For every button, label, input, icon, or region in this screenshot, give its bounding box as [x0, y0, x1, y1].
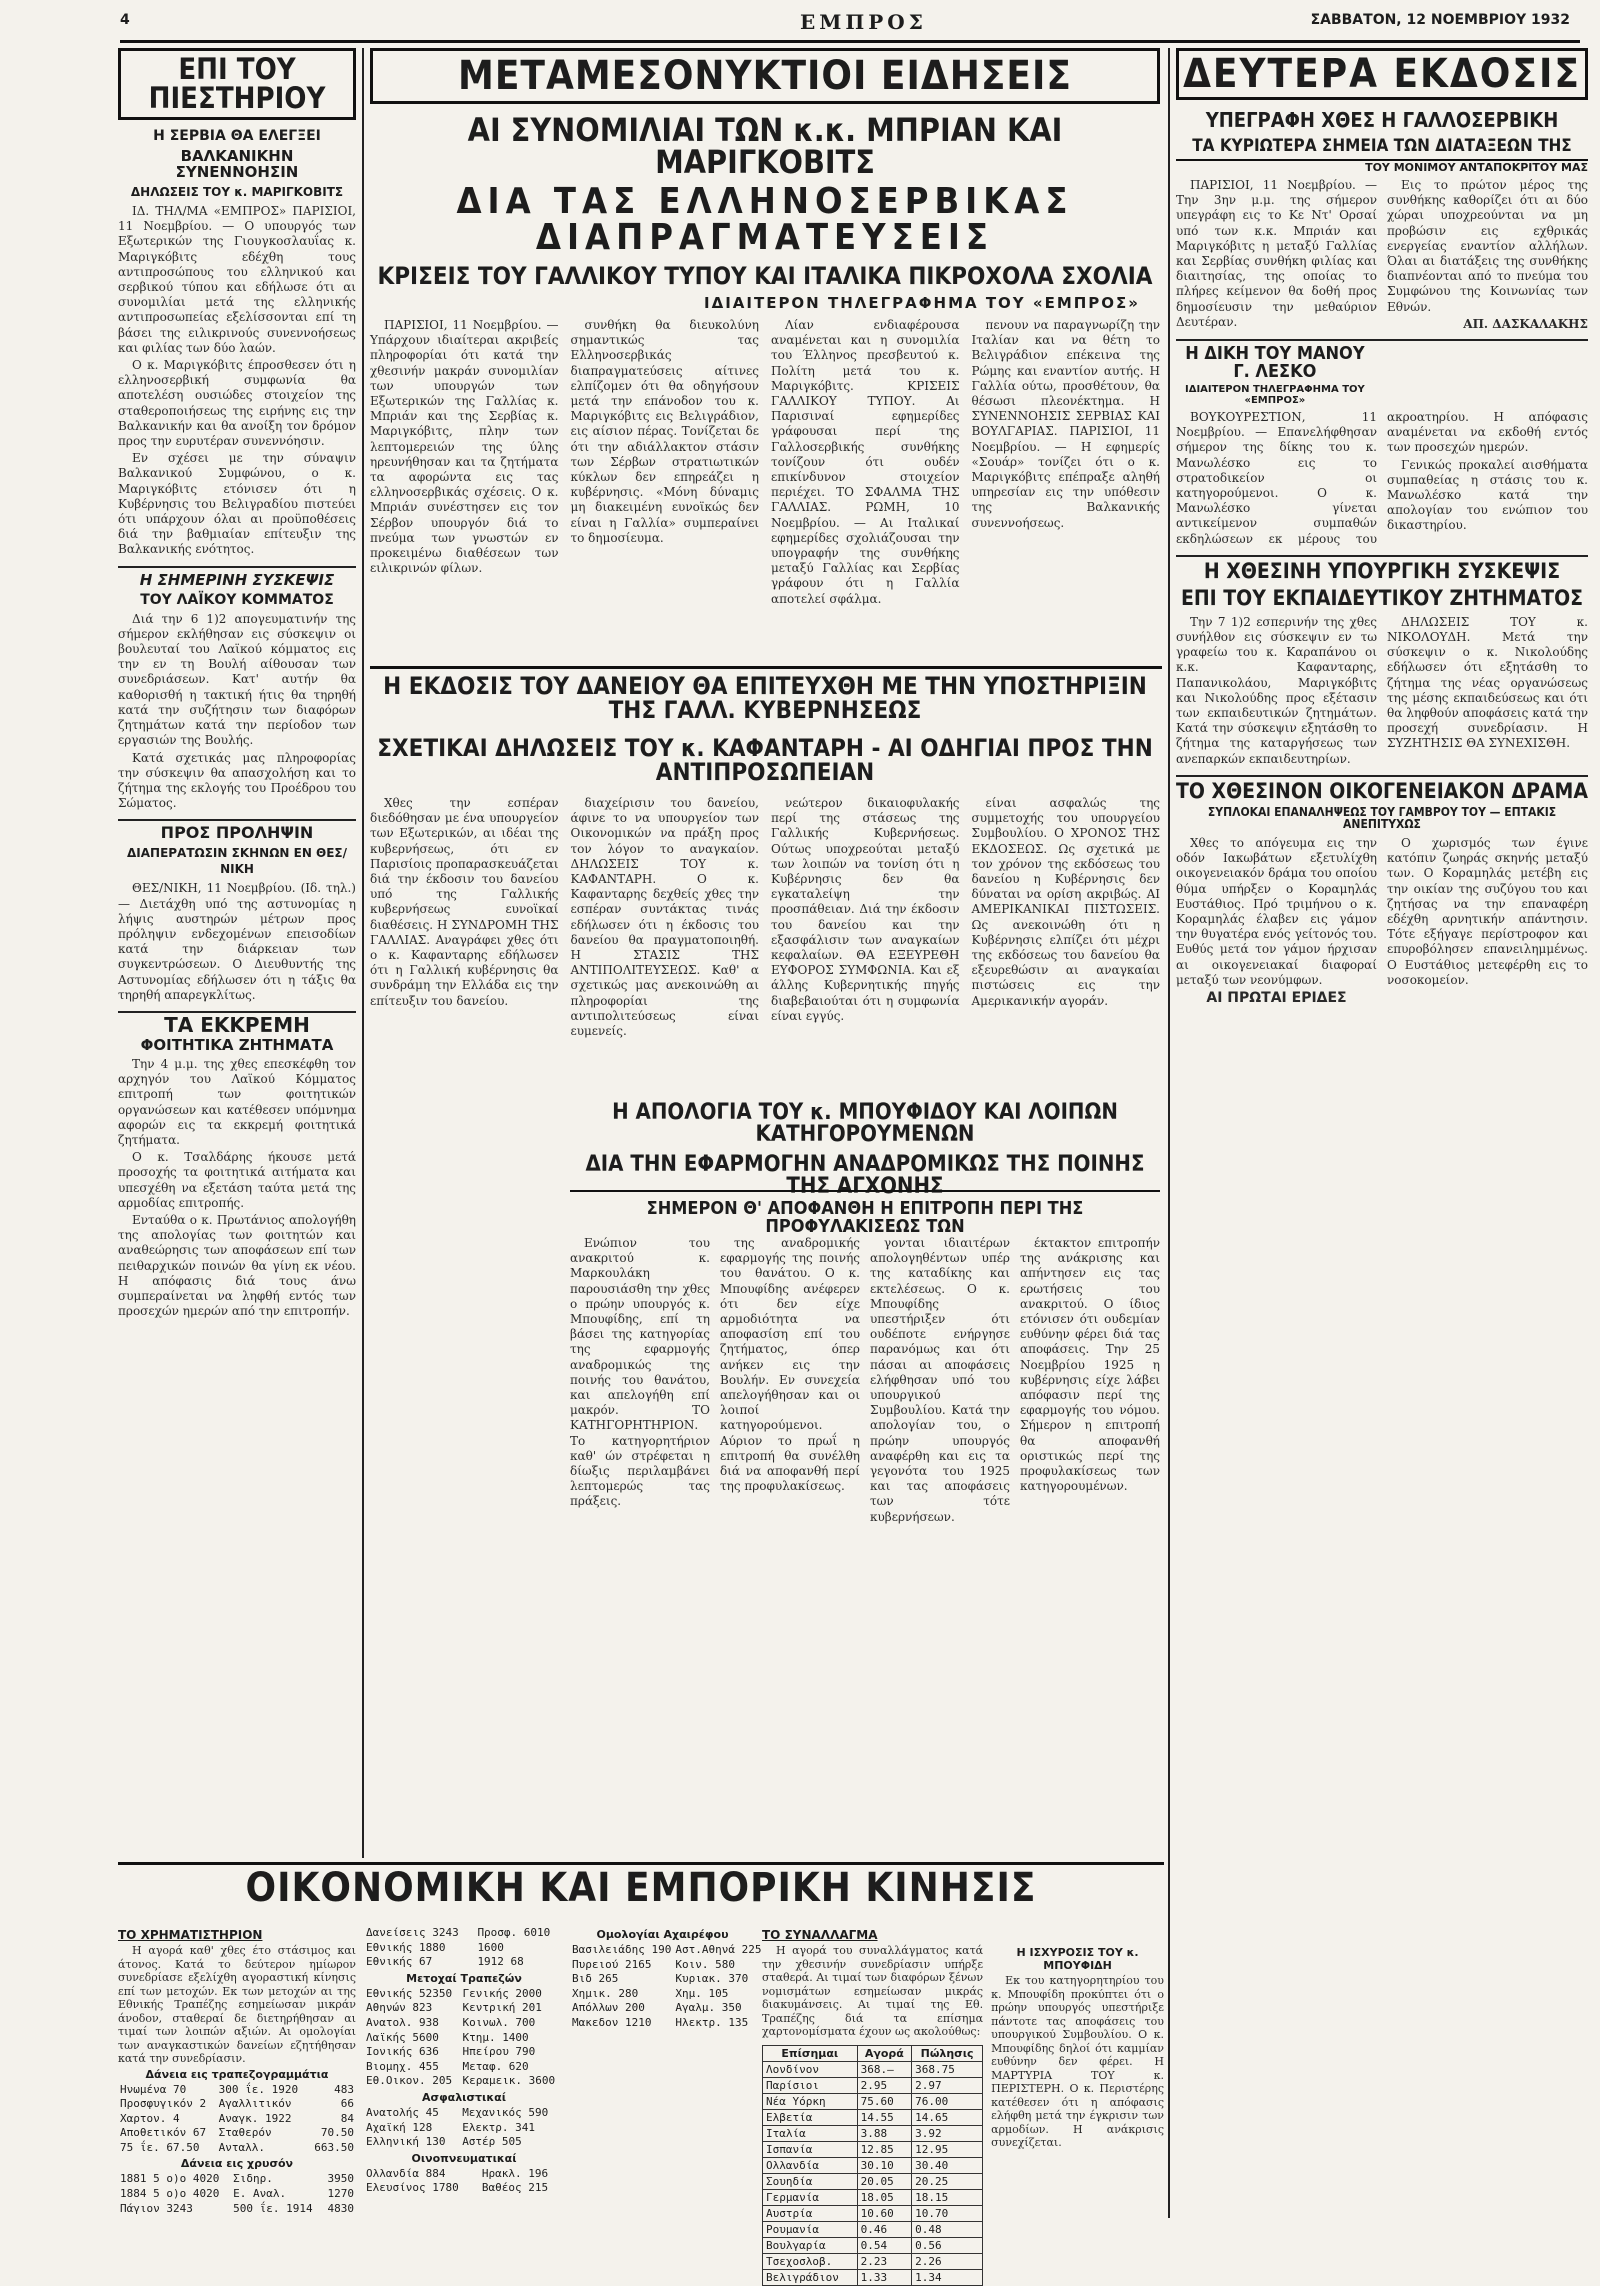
article-body — [118, 881, 356, 1003]
paragraph: Την 7 1)2 εσπερινήν της χθες συνήλθον εις σύσκεψιν εν τω γραφείω του κ. Καραπάνου οι κ.κ. Καφανταρης, Παπανικολάου, Μαριγκόβιτς και Νικολούδης προς εξέτασιν των εκπαιδευτικών ζητημάτων. Κατά την σύσκεψιν εξητάσθη το ζήτημα της καταργήσεως των ανεπαρκών εκπαιδευτηρίων. — [1176, 614, 1377, 766]
paragraph: νεώτερον δικαιοφυλακής περί της στάσεως της Γαλλικής Κυβερνήσεως. Ούτως υποχρεούται μεταξύ των λοιπών να τονίση ότι η Κυβέρνησις δεν θα εγκαταλείψη την προσπάθειαν. Διά την έκδοσιν του δανείου και την εξασφάλισιν των αναγκαίων κεφαλαίων. ΘΑ ΕΞΕΥΡΕΘΗ ΕΥΦΟΡΟΣ ΣΥΜΦΩΝΙΑ. Και εξ άλλης Κυβερνητικής πηγής διαβεβαιούται ότι η συμφωνία είναι εγγύς. — [771, 796, 960, 1023]
table-cell: 368.— — [857, 2061, 911, 2077]
insurance-table — [364, 2106, 564, 2150]
table-cell: 70.50 — [320, 2126, 354, 2140]
table-cell: 663.50 — [314, 2140, 354, 2154]
table-row — [570, 2016, 763, 2031]
column-rule — [362, 48, 364, 1858]
table-cell: Αθηνών 823 — [366, 2001, 433, 2015]
table-row — [364, 2016, 564, 2031]
table-cell: Ηνωμένα 70 — [120, 2082, 187, 2096]
headline: ΠΡΟΣ ΠΡΟΛΗΨΙΝ — [160, 823, 314, 843]
paragraph: Ο κ. Τσαλδάρης ήκουσε μετά προσοχής τα φοιτητικά αιτήματα και υπεσχέθη να εξετάση ταύτα μετά της αρμοδίας επιτροπής. — [118, 1150, 356, 1210]
right-banner: ΔΕΥΤΕΡΑ ΕΚΔΟΣΙΣ — [1176, 48, 1588, 100]
side-article — [991, 1944, 1164, 2152]
table-row — [763, 2173, 983, 2189]
article-body — [1176, 615, 1588, 767]
article-body — [762, 1944, 983, 2041]
table-cell: 4830 — [327, 2201, 354, 2215]
table-row — [763, 2061, 983, 2077]
table-heading: Ασφαλιστικαί — [421, 2090, 507, 2104]
table-cell: Αγαλμ. 350 — [675, 2001, 742, 2015]
exchange-rates-table — [762, 2045, 983, 2286]
shares-table — [364, 1926, 564, 1970]
article-column — [571, 796, 760, 1041]
table-cell: 3.88 — [857, 2125, 911, 2141]
table-cell: Χημικ. 280 — [572, 1986, 639, 2000]
table-cell: Χαρτον. 4 — [120, 2111, 180, 2125]
table-row — [763, 2189, 983, 2205]
table-cell: Προσφυγικόν 2 — [120, 2097, 207, 2111]
table-heading: Δάνεια εις χρυσόν — [180, 2157, 294, 2171]
trial-headlines — [570, 1100, 1160, 1199]
paragraph: της αναδρομικής εφαρμογής της ποινής του θανάτου. Ο κ. Μπουφίδης ανέφερεν ότι δεν είχε αρμοδιότητα να αποφασίση επί του ζητήματος, όπερ ανήκεν εις την Βουλήν. Εν συνεχεία απελογήθησαν και οι λοιποί κατηγορούμενοι. Αύριον το πρωΐ η επιτροπή θα συνέλθη διά να αποφανθή περί της προφυλακίσεως. — [720, 1236, 860, 1494]
bank-shares-table — [364, 1987, 564, 2089]
table-cell: Ηλεκτρ. 135 — [675, 2015, 749, 2029]
paragraph: Κατά σχετικάς μας πληροφορίας την σύσκεψιν θα απασχολήση και το ζήτημα της εκλογής του Προέδρου του Σώματος. — [118, 750, 356, 811]
article-body — [1176, 836, 1588, 1006]
table-cell: Κυριακ. 370 — [675, 1972, 749, 1986]
table-cell: Λαϊκής 5600 — [366, 2030, 439, 2044]
table-cell: Μεχανικός 590 — [462, 2105, 549, 2119]
table-cell: Ολλανδία 884 — [366, 2166, 446, 2180]
table-cell: 12.85 — [857, 2141, 911, 2157]
table-cell: Βασιλειάδης 190 — [572, 1943, 672, 1956]
signature: ΑΠ. ΔΑΣΚΑΛΑΚΗΣ — [1463, 316, 1588, 331]
table-row — [364, 1926, 564, 1941]
table-cell: 2.23 — [857, 2253, 911, 2269]
table-cell: Μακεδον 1210 — [572, 2015, 652, 2029]
paragraph: πενουν να παραγνωρίζη την Ιταλίαν και να θέτη το Βελιγράδιον επέκεινα της Ρώμης και εναντίον αυτής. Η Γαλλία ούτω, προσθέτουν, θα θέσωσι πλεονέκτημα. Η ΣΥΝΕΝΝΟΗΣΙΣ ΣΕΡΒΙΑΣ ΚΑΙ ΒΟΥΛΓΑΡΙΑΣ. ΠΑΡΙΣΙΟΙ, 11 Νοεμβρίου. — Η εφημερίς «Σουάρ» τονίζει ότι ο κ. Μαριγκόβιτς επέπραξε αληθή υπηρεσίαν εις την υπόθεσιν της Βαλκανικής συνεννοήσεως. — [971, 318, 1160, 530]
right-column — [1176, 48, 1588, 2218]
table-cell: 500 ΐε. 1914 — [233, 2201, 313, 2215]
table-cell: 0.48 — [912, 2221, 983, 2237]
center-banner: ΜΕΤΑΜΕΣΟΝΥΚΤΙΟΙ ΕΙΔΗΣΕΙΣ — [370, 48, 1160, 104]
table-cell: 1884 5 ο)ο 4020 — [120, 2187, 220, 2201]
finance-exchange — [762, 1926, 1164, 2284]
trial-subhead — [570, 1190, 1160, 1237]
table-cell: Βιομηχ. 455 — [366, 2059, 439, 2073]
headline: ΣΗΜΕΡΟΝ Θ' ΑΠΟΦΑΝΘΗ Η ΕΠΙΤΡΟΠΗ ΠΕΡΙ ΤΗΣ ΠΡΟΦΥΛΑΚΙΣΕΩΣ ΤΩΝ — [646, 1198, 1084, 1237]
article-column — [972, 796, 1161, 1041]
table-cell: Βαθέος 215 — [481, 2181, 549, 2195]
issue-date: ΣΑΒΒΑΤΟΝ, 12 ΝΟΕΜΒΡΙΟΥ 1932 — [1310, 12, 1570, 28]
table-row — [763, 2109, 983, 2125]
table-cell: Ελληνική 130 — [366, 2135, 446, 2149]
table-cell: Ε. Αναλ. — [233, 2187, 287, 2201]
table-row — [763, 2157, 983, 2173]
table-cell: Τσεχοσλοβ. — [763, 2253, 858, 2269]
article-column — [570, 1236, 710, 1527]
table-cell: Ανατολ. 938 — [366, 2015, 439, 2029]
newspaper-name: ΕΜΠΡΟΣ — [800, 10, 927, 34]
table-cell: 18.05 — [857, 2189, 911, 2205]
table-row — [570, 1972, 763, 1987]
paragraph: Εις το πρώτον μέρος της συνθήκης καθορίζει ότι αι δύο χώραι υποχρεούνται να μη προβώσιν εις εχθρικάς ενεργείας εναντίον αλλήλων. Όλαι αι διατάξεις της συνθήκης διαπνέονται από το πνεύμα του Συμφώνου της Κοινωνίας των Εθνών. — [1387, 178, 1588, 314]
table-row — [763, 2093, 983, 2109]
table-cell: Σιδηρ. — [233, 2172, 273, 2186]
table-cell: 76.00 — [912, 2093, 983, 2109]
table-cell: Βελιγράδιον — [763, 2269, 858, 2285]
table-row — [118, 2097, 356, 2112]
table-cell: 84 — [340, 2111, 354, 2125]
table-cell: Λονδίνον — [763, 2061, 858, 2077]
table-cell: Ελεκτρ. 341 — [462, 2120, 536, 2134]
table-cell: Σταθερόν — [218, 2126, 272, 2140]
table-row — [364, 2045, 564, 2060]
table-cell: Εθνικής 1880 — [366, 1940, 446, 1954]
table-cell: Αποθετικόν 67 — [120, 2126, 207, 2140]
headline: Η ΣΗΜΕΡΙΝΗ ΣΥΣΚΕΨΙΣ — [139, 570, 335, 589]
section-heading: ΤΟ ΣΥΝΑΛΛΑΓΜΑ — [762, 1928, 878, 1942]
paragraph: ΔΗΛΩΣΕΙΣ ΤΟΥ κ. ΝΙΚΟΛΟΥΔΗ. Μετά την σύσκεψιν ο κ. Νικολούδης εδήλωσεν ότι εξητάσθη το ζήτημα της νέας οργανώσεως της μέσης εκπαιδεύσεως και ότι θα ληφθούν αποφάσεις κατά την προσεχή συνεδρίασιν. Η ΣΥΖΗΤΗΣΙΣ ΘΑ ΣΥΝΕΧΙΣΘΗ. — [1387, 614, 1588, 751]
article-column — [771, 318, 960, 609]
table-cell: Αυστρία — [763, 2205, 858, 2221]
table-row — [763, 2125, 983, 2141]
table-cell: Κτημ. 1400 — [462, 2030, 529, 2044]
article-column — [370, 318, 559, 609]
article-body — [118, 1057, 356, 1319]
article-column — [370, 796, 559, 1041]
paragraph: Ο κ. Μαριγκόβιτς έπροσθεσεν ότι η ελληνοσερβική συμφωνία θα αποτελέση ουσιώδες στοιχείον της σταθεροποιήσεως της ειρήνης εις την Βαλκανικήν και θα ανοίξη τον δρόμον προς την ευρυτέραν συνεννόησιν. — [118, 358, 356, 449]
table-cell: 1600 — [477, 1940, 504, 1954]
paragraph: Λίαν ενδιαφέρουσα αναμένεται και η συνομιλία του Έλληνος πρεσβευτού κ. Πολίτη μετά του κ. Μαριγκόβιτς. ΚΡΙΣΕΙΣ ΓΑΛΛΙΚΟΥ ΤΥΠΟΥ. Αι Παρισιναί εφημερίδες γράφουσαι περί της Γαλλοσερβικής συνθήκης τονίζουν ότι ουδέν επικίνδυνον στοιχείον περιέχει. ΤΟ ΣΦΑΛΜΑ ΤΗΣ ΓΑΛΛΙΑΣ. ΡΩΜΗ, 10 Νοεμβρίου. — Αι Ιταλικαί εφημερίδες σχολιάζουσαι την υπογραφήν της συνθήκης μεταξύ Γαλλίας και Σερβίας γράφουν ότι η Γαλλία αποτελεί σφάλμα. — [771, 318, 960, 606]
article-body — [118, 612, 356, 812]
table-row — [364, 1941, 564, 1956]
table-row — [364, 2001, 564, 2016]
table-cell: Αχαϊκή 128 — [366, 2120, 433, 2134]
table-cell: 10.60 — [857, 2205, 911, 2221]
article-body — [991, 1974, 1164, 2150]
table-cell: Ανταλλ. — [218, 2140, 266, 2154]
table-cell: 10.70 — [912, 2205, 983, 2221]
paragraph: Την 4 μ.μ. της χθες επεσκέφθη τον αρχηγόν του Λαϊκού Κόμματος επιτροπή των φοιτητικών οργανώσεων και κατέθεσεν υπόμνημα αφορών εις τα εκκρεμή φοιτητικά ζητήματα. — [118, 1056, 356, 1147]
table-row — [570, 1958, 763, 1973]
byline: ΤΟΥ ΜΟΝΙΜΟΥ ΑΝΤΑΠΟΚΡΙΤΟΥ ΜΑΣ — [1176, 159, 1588, 174]
headline: Η ΑΠΟΛΟΓΙΑ ΤΟΥ κ. ΜΠΟΥΦΙΔΟΥ ΚΑΙ ΛΟΙΠΩΝ ΚΑΤΗΓΟΡΟΥΜΕΝΩΝ — [612, 1100, 1118, 1147]
headline: Η ΕΚΔΟΣΙΣ ΤΟΥ ΔΑΝΕΙΟΥ ΘΑ ΕΠΙΤΕΥΧΘΗ ΜΕ ΤΗΝ ΥΠΟΣΤΗΡΙΞΙΝ ΤΗΣ ΓΑΛΛ. ΚΥΒΕΡΝΗΣΕΩΣ — [383, 672, 1147, 724]
table-cell: Πυρειού 2165 — [572, 1957, 652, 1971]
table-cell: 14.55 — [857, 2109, 911, 2125]
loans-table — [118, 2083, 356, 2156]
finance-bourse — [118, 1926, 356, 2216]
table-cell: 1.34 — [912, 2269, 983, 2285]
paragraph: είναι ασφαλώς της συμμετοχής του υπουργείου Συμβουλίου. Ο ΧΡΟΝΟΣ ΤΗΣ ΕΚΔΟΣΕΩΣ. Ως σχετικά με τον χρόνον της εκδόσεως του δανείου η Κυβέρνησις δεν δύναται να ορίση ακριβώς. ΑΙ ΑΜΕΡΙΚΑΝΙΚΑΙ ΠΙΣΤΩΣΕΙΣ. Ως ανεκοινώθη ότι η Κυβέρνησις ελπίζει ότι μέχρι της εκδόσεως του δανείου θα εξευρεθώσιν αι αναγκαίαι πιστώσεις εις την Αμερικανικήν αγοράν. — [971, 796, 1160, 1008]
paragraph: Η αγορά καθ' χθες έτο στάσιμος και άτονος. Κατά το δεύτερον ημίωρον συνεδρίασε εξελίχθη αγοραστική κίνησις επί των μετοχών. Εκ των μετοχών αι της Εθνικής Τραπέζης εσημείωσαν μικράν άνοδον, σταθεραί δε διετηρήθησαν αι τιμαί των λοιπών αξιών. Αι ομολογίαι των αναγκαστικών δανείων εζητήθησαν κατά την συνεδρίασιν. — [118, 1944, 356, 2065]
table-cell: Ηπείρου 790 — [462, 2045, 536, 2059]
table-cell: 3950 — [327, 2172, 354, 2186]
headline: ΣΧΕΤΙΚΑΙ ΔΗΛΩΣΕΙΣ ΤΟΥ κ. ΚΑΦΑΝΤΑΡΗ - ΑΙ ΟΔΗΓΙΑΙ ΠΡΟΣ ΤΗΝ ΑΝΤΙΠΡΟΣΩΠΕΙΑΝ — [377, 734, 1153, 786]
table-cell: Μεταφ. 620 — [462, 2059, 529, 2073]
table-row — [364, 2167, 564, 2182]
table-row — [364, 2060, 564, 2075]
subheadline: ΑΙ ΠΡΩΤΑΙ ΕΡΙΔΕΣ — [1206, 989, 1347, 1006]
table-cell: Αστ.Αθηνά 225 — [675, 1943, 762, 1956]
table-cell: 1881 5 ο)ο 4020 — [120, 2172, 220, 2186]
column-header: Αγορά — [857, 2045, 911, 2061]
table-cell: 0.46 — [857, 2221, 911, 2237]
finance-shares — [364, 1926, 564, 2216]
section-rule — [370, 666, 1162, 669]
paragraph: διαχείρισιν του δανείου, άφινε το να υπουργείον των Οικονομικών να πράξη προς τον λόγον το αναγκαίον. ΔΗΛΩΣΕΙΣ ΤΟΥ κ. ΚΑΦΑΝΤΑΡΗ. Ο κ. Καφανταρης δεχθείς χθες την εσπέραν συντάκτας τινάς εδήλωσεν ότι η έκδοσις του δανείου θα πραγματοποιηθή. Η ΣΤΑΣΙΣ ΤΗΣ ΑΝΤΙΠΟΛΙΤΕΥΣΕΩΣ. Καθ' α σχετικώς μας ανεκοινώθη αι πληροφορίαι της αντιπολιτεύσεως είναι ευμενείς. — [570, 796, 759, 1039]
table-row — [364, 2135, 564, 2150]
table-cell: Παρίσιοι — [763, 2077, 858, 2093]
table-cell: Ανατολής 45 — [366, 2105, 439, 2119]
table-cell: Πάγιον 3243 — [120, 2201, 193, 2215]
table-row — [763, 2077, 983, 2093]
table-cell: 14.65 — [912, 2109, 983, 2125]
paragraph: Χθες την εσπέραν διεδόθησαν με ένα υπουργείον των Εξωτερικών, αι ιδέαι της κυβερνήσεως, ότι εν Παρισίοις προπαρασκευάζεται διά την έκδοσιν του δανείου υπό της Γαλλικής κυβερνήσεως ευνοϊκαί διαθέσεις. Η ΣΥΝΔΡΟΜΗ ΤΗΣ ΓΑΛΛΙΑΣ. Αναγράφει χθες ότι ο κ. Καφανταρης εδήλωσεν ότι η Γαλλική κυβέρνησις θα συνδράμη την Ελλάδα εις την επίτευξιν του δανείου. — [370, 796, 559, 1008]
table-cell: Σουηδία — [763, 2173, 858, 2189]
table-row — [570, 1987, 763, 2002]
paragraph: Διά την 6 1)2 απογευματινήν της σήμερον εκλήθησαν εις σύσκεψιν οι βουλευταί του Λαϊκού κόμματος εις την εν τη Βουλή αίθουσαν των συνεδριάσεων. Κατ' αυτήν θα καθορισθή η τακτική ήτις θα τηρηθή κατά την συζήτησιν των διαφόρων ζητημάτων κατά την περίοδον των εργασιών της Βουλής. — [118, 611, 356, 748]
table-cell: 66 — [340, 2097, 354, 2111]
table-cell: 30.40 — [912, 2157, 983, 2173]
paragraph: Η αγορά του συναλλάγματος κατά την χθεσινήν συνεδρίασιν υπήρξε σταθερά. Αι τιμαί των διαφόρων ξένων νομισμάτων εσημείωσαν μικράς διακυμάνσεις. Αι τιμαί της Εθ. Τραπέζης διά τα επίσημα χαρτονομίσματα έχουν ως ακολούθως: — [762, 1944, 984, 2038]
table-cell: 75 ΐε. 67.50 — [120, 2140, 200, 2154]
table-cell: Νέα Υόρκη — [763, 2093, 858, 2109]
table-row — [763, 2141, 983, 2157]
table-cell: Ελευσίνος 1780 — [366, 2181, 459, 2195]
headline: ΔΙΑ ΤΗΝ ΕΦΑΡΜΟΓΗΝ ΑΝΑΔΡΟΜΙΚΩΣ ΤΗΣ ΠΟΙΝΗΣ ΤΗΣ ΑΓΧΟΝΗΣ — [585, 1152, 1145, 1199]
table-cell: Κοιν. 580 — [675, 1957, 735, 1971]
column-rule — [1168, 48, 1170, 2218]
article-columns — [370, 318, 1160, 609]
table-cell: 1912 68 — [477, 1955, 524, 1969]
table-row — [364, 2074, 564, 2089]
subheadline: ΣΥΠΛΟΚΑΙ ΕΠΑΝΑΛΗΨΕΩΣ ΤΟΥ ΓΑΜΒΡΟΥ ΤΟΥ — ΕΠΤΑΚΙΣ ΑΝΕΠΙΤΥΧΩΣ — [1207, 804, 1557, 831]
table-row — [364, 2121, 564, 2136]
table-row — [364, 2031, 564, 2046]
table-cell: Ρουμανία — [763, 2221, 858, 2237]
article-body — [118, 204, 356, 558]
headline: Η ΙΣΧΥΡΟΣΙΣ ΤΟΥ κ. ΜΠΟΥΦΙΔΗ — [1016, 1946, 1139, 1972]
paragraph: ΘΕΣ/ΝΙΚΗ, 11 Νοεμβρίου. (Ιδ. τηλ.) — Διετάχθη υπό της αστυνομίας η λήψις αυστηρών μέτρων προς πρόληψιν ενδεχομένων επεισοδίων κατά την διάρκειαν των συγκεντρώσεων. Ο Διευθυντής της Αστυνομίας εδήλωσεν ότι η τάξις θα τηρηθή απαρεγκλίτως. — [118, 881, 356, 1002]
table-cell: Ελβετία — [763, 2109, 858, 2125]
table-row — [763, 2269, 983, 2285]
subheadline: ΔΗΛΩΣΕΙΣ ΤΟΥ κ. ΜΑΡΙΓΚΟΒΙΤΣ — [130, 185, 344, 199]
table-cell: Ιονικής 636 — [366, 2045, 439, 2059]
article-columns — [570, 1236, 1160, 1527]
table-cell: Γενικής 2000 — [462, 1986, 542, 2000]
headline: Η ΣΕΡΒΙΑ ΘΑ ΕΛΕΓΞΕΙ — [153, 128, 321, 144]
article-body — [118, 1944, 356, 2066]
table-row — [118, 2141, 356, 2156]
table-cell: 0.54 — [857, 2237, 911, 2253]
table-cell: 2.97 — [912, 2077, 983, 2093]
paragraph: Εν σχέσει με την σύναψιν Βαλκανικού Συμφώνου, ο κ. Μαριγκόβιτς ετόνισεν ότι η Κυβέρνησις του Βελιγραδίου πιστεύει ότι υπάρχουν όλαι αι προϋποθέσεις διά την βαθμιαίαν επίτευξιν της Βαλκανικής ενότητος. — [118, 451, 356, 557]
article-column — [571, 318, 760, 609]
table-cell: 18.15 — [912, 2189, 983, 2205]
headline: ΥΠΕΓΡΑΦΗ ΧΘΕΣ Η ΓΑΛΛΟΣΕΡΒΙΚΗ — [1205, 108, 1559, 132]
article-body — [1176, 178, 1588, 333]
table-row — [763, 2221, 983, 2237]
table-cell: Ολλανδία — [763, 2157, 858, 2173]
article-column — [972, 318, 1161, 609]
table-row — [364, 1955, 564, 1970]
finance-misc — [570, 1926, 762, 2216]
table-cell: Εθ.Οικον. 205 — [366, 2074, 453, 2088]
table-row — [118, 2187, 356, 2202]
headline: Η ΧΘΕΣΙΝΗ ΥΠΟΥΡΓΙΚΗ ΣΥΣΚΕΨΙΣ — [1203, 558, 1561, 583]
table-row — [763, 2205, 983, 2221]
paragraph: έκτακτον επιτροπήν της ανάκρισης και απήντησεν εις τας ερωτήσεις του ανακριτού. Ο ίδιος ετόνισεν ότι ουδεμίαν ευθύνην φέρει διά τας αποφάσεις. Την 25 Νοεμβρίου 1925 η κυβέρνησις είχε λάβει απόφασιν περί της εφαρμογής του νόμου. Σήμερον η επιτροπή θα αποφανθή οριστικώς περί της προφυλακίσεως των κατηγορουμένων. — [1020, 1236, 1160, 1494]
table-cell: Βουλγαρία — [763, 2237, 858, 2253]
left-column — [118, 48, 356, 1858]
headline: ΕΠΙ ΤΟΥ ΕΚΠΑΙΔΕΥΤΙΚΟΥ ΖΗΤΗΜΑΤΟΣ — [1180, 585, 1584, 610]
byline: ΙΔΙΑΙΤΕΡΟΝ ΤΗΛΕΓΡΑΦΗΜΑ ΤΟΥ «ΕΜΠΡΟΣ» — [1184, 384, 1365, 407]
table-cell: 1270 — [327, 2187, 354, 2201]
table-cell: 0.56 — [912, 2237, 983, 2253]
table-cell: Γερμανία — [763, 2189, 858, 2205]
table-cell: Αναγκ. 1922 — [218, 2111, 292, 2125]
table-cell: Ηρακλ. 196 — [481, 2166, 549, 2180]
table-cell: 12.95 — [912, 2141, 983, 2157]
table-cell: 2.95 — [857, 2077, 911, 2093]
table-cell: Απόλλων 200 — [572, 2001, 645, 2015]
paragraph: Γενικώς προκαλεί αισθήματα συμπαθείας η στάσις του κ. Μανωλέσκο κατά την απολογίαν του ενώπιον του δικαστηρίου. — [1387, 457, 1588, 533]
table-cell: Προσφ. 6010 — [477, 1926, 551, 1939]
misc-shares-table — [570, 1943, 763, 2031]
table-cell: Εθνικής 52350 — [366, 1986, 453, 2000]
table-cell: Δανείσεις 3243 — [366, 1926, 459, 1939]
paragraph: Ενταύθα ο κ. Πρωτάνιος απολογήθη της απολογίας των φοιτητών και αναθεώρησις των αποφάσεων επί των πειθαρχικών ποινών θα γίνη εκ νέου. Η απόφασις διά τους άνω συμπεραίνεται να ληφθή εντός των προσεχών ημερών από την επιτροπήν. — [118, 1212, 356, 1319]
table-cell: 75.60 — [857, 2093, 911, 2109]
table-cell: 1.33 — [857, 2269, 911, 2285]
headline: ΚΡΙΣΕΙΣ ΤΟΥ ΓΑΛΛΙΚΟΥ ΤΥΠΟΥ ΚΑΙ ΙΤΑΛΙΚΑ ΠΙΚΡΟΧΟΛΑ ΣΧΟΛΙΑ — [377, 262, 1153, 290]
table-row — [364, 2106, 564, 2121]
table-cell: 3.92 — [912, 2125, 983, 2141]
paragraph: γονται ιδιαιτέρων απολογηθέντων υπέρ της καταδίκης και εκτελέσεως. Ο κ. Μπουφίδης υπεστήριξεν ότι ουδέποτε ενήργησε παρανόμως και ότι πάσαι αι αποφάσεις ελήφθησαν υπό του υπουργικού Συμβουλίου. Κατά την απολογίαν του, ο πρώην υπουργός αναφέρθη και εις τα γεγονότα του 1925 και τας αποφάσεις των τότε κυβερνήσεων. — [870, 1236, 1010, 1524]
table-heading: Μετοχαί Τραπεζών — [406, 1971, 522, 1985]
masthead — [120, 6, 1580, 43]
headline: ΤΑ ΚΥΡΙΩΤΕΡΑ ΣΗΜΕΙΑ ΤΩΝ ΔΙΑΤΑΞΕΩΝ ΤΗΣ — [1192, 136, 1572, 156]
table-cell: Χημ. 105 — [675, 1986, 729, 2000]
paragraph: Εκ του κατηγορητηρίου του κ. Μπουφίδη προκύπτει ότι ο πρώην υπουργός υπεστήριξε πάντοτε τας αποφάσεις του υπουργικού Συμβουλίου. Ο κ. Μπουφίδης δηλοί ότι καμμίαν ευθύνην δεν φέρει. Η ΜΑΡΤΥΡΙΑ ΤΟΥ κ. ΠΕΡΙΣΤΕΡΗ. Ο κ. Περιστέρης κατέθεσεν ότι η απόφασις ελήφθη μετά την έγκρισιν των αρμοδίων. Η ανάκρισις συνεχίζεται. — [991, 1974, 1164, 2149]
table-cell: Κοινωλ. 700 — [462, 2015, 536, 2029]
paragraph: ΙΔ. ΤΗΛ/ΜΑ «ΕΜΠΡΟΣ» ΠΑΡΙΣΙΟΙ, 11 Νοεμβρίου. — Ο υπουργός των Εξωτερικών της Γιουγκοσλαυΐας κ. Μαριγκόβιτς εδέχθη τους αντιπροσώπους του ελληνικού και σερβικού τύπου και εδήλωσε ότι αι συνομιλίαι μετά της ελληνικής αντιπροσωπείας εξελίσσονται επί τη βάσει της ειλικρινούς συνεννοήσεως και φιλίας των δύο λαών. — [118, 204, 356, 355]
table-cell: 20.25 — [912, 2173, 983, 2189]
gold-table — [118, 2172, 356, 2216]
table-cell: Κεντρική 201 — [462, 2001, 542, 2015]
headline: ΤΑ ΕΚΚΡΕΜΗ — [164, 1012, 310, 1037]
table-heading: Οινοπνευματικαί — [411, 2151, 517, 2165]
column-header: Πώλησις — [912, 2045, 983, 2061]
headline: ΤΟ ΧΘΕΣΙΝΟΝ ΟΙΚΟΓΕΝΕΙΑΚΟΝ ΔΡΑΜΑ — [1176, 778, 1588, 803]
headline: ΔΙΑ ΤΑΣ ΕΛΛΗΝΟΣΕΡΒΙΚΑΣ ΔΙΑΠΡΑΓΜΑΤΕΥΣΕΙΣ — [456, 181, 1074, 258]
table-row — [118, 2112, 356, 2127]
headline: ΒΑΛΚΑΝΙΚΗΝ ΣΥΝΕΝΝΟΗΣΙΝ — [175, 147, 299, 181]
left-banner: ΕΠΙ ΤΟΥ ΠΙΕΣΤΗΡΙΟΥ — [118, 48, 356, 120]
table-row — [364, 1987, 564, 2002]
trial-body — [570, 1236, 1160, 1838]
section-heading: ΤΟ ΧΡΗΜΑΤΙΣΤΗΡΙΟΝ — [118, 1928, 263, 1942]
table-row — [118, 2202, 356, 2217]
center-loan — [370, 674, 1160, 1094]
finance-banner: ΟΙΚΟΝΟΜΙΚΗ ΚΑΙ ΕΜΠΟΡΙΚΗ ΚΙΝΗΣΙΣ — [245, 1865, 1037, 1911]
paragraph: ΒΟΥΚΟΥΡΕΣΤΙΟΝ, 11 Νοεμβρίου. — Επανελήφθησαν σήμερον της δίκης του κ. Μανωλέσκο εις το στρατοδικείον οι κατηγορούμενοι. Ο κ. Μανωλέσκο γίνεται αντικείμενον συμπαθών εκδηλώσεων εκ μέρους του ακροατηρίου. Η απόφασις αναμένεται να εκδοθή εντός των προσεχών ημερών. — [1176, 410, 1588, 546]
table-row — [118, 2172, 356, 2187]
table-cell: 30.10 — [857, 2157, 911, 2173]
paragraph: ΠΑΡΙΣΙΟΙ, 11 Νοεμβρίου. — Υπάρχουν ιδιαίτεραι ακριβείς πληροφορίαι ότι κατά την χθεσινήν μακράν συνομιλίαν των υπουργών των Εξωτερικών της Γαλλίας κ. Μπριάν και της Σερβίας κ. Μαριγκόβιτς, πλην των λεπτομερειών της ύλης ηρευνήθησαν και τα ζητήματα τα αφορώντα εις τας ελληνοσερβικάς σχέσεις. Ο κ. Μπριάν συνέστησεν εις τον Σέρβον υπουργόν διά το πνεύμα των γνωστών εν προκειμένω διαθέσεων των ειλικρινών φίλων. — [370, 318, 559, 576]
article-body — [1176, 410, 1588, 547]
table-cell: Βιδ 265 — [572, 1972, 619, 1986]
table-row — [118, 2126, 356, 2141]
table-cell: Αγαλλιτικόν — [218, 2097, 292, 2111]
byline: ΙΔΙΑΙΤΕΡΟΝ ΤΗΛΕΓΡΑΦΗΜΑ ΤΟΥ «ΕΜΠΡΟΣ» — [704, 294, 1140, 312]
table-row — [763, 2253, 983, 2269]
table-cell: 20.05 — [857, 2173, 911, 2189]
table-cell: Ισπανία — [763, 2141, 858, 2157]
paragraph: ΠΑΡΙΣΙΟΙ, 11 Νοεμβρίου. — Την 3ην μ.μ. της σήμερον υπεγράφη εις το Κε Ντ' Ορσαί υπό των κ.κ. Μπριάν και Μαριγκόβιτς η μεταξύ Γαλλίας και Σερβίας συνθήκη φιλίας και διαιτησίας, της οποίας το πλήρες κείμενον θα δοθή προς δημοσίευσιν την μεθαύριον Δευτέραν. — [1176, 178, 1377, 329]
article-columns — [370, 796, 1160, 1041]
table-heading: Δάνεια εις τραπεζογραμμάτια — [145, 2067, 329, 2081]
finance-banner-box — [118, 1865, 1164, 1922]
table-row — [364, 2181, 564, 2196]
paragraph: Ο χωρισμός των έγινε κατόπιν ζωηράς σκηνής μεταξύ των. Ο Κοραμηλάς μετέβη εις την οικίαν της συζύγου του και ζητήσας να την επαναφέρη εδέχθη αρνητικήν απάντησιν. Τότε εξήγαγε περίστροφον και επυροβόλησεν επανειλημμένως. Ο Ευστάθιος μετεφέρθη εις το νοσοκομείον. — [1387, 835, 1588, 987]
page-number: 4 — [120, 12, 130, 28]
headline: ΦΟΙΤΗΤΙΚΑ ΖΗΤΗΜΑΤΑ — [140, 1035, 334, 1054]
table-row — [118, 2083, 356, 2098]
headline: Η ΔΙΚΗ ΤΟΥ ΜΑΝΟΥ Γ. ΛΕΣΚΟ — [1185, 343, 1365, 383]
table-cell: 483 — [334, 2082, 354, 2096]
headline: ΑΙ ΣΥΝΟΜΙΛΙΑΙ ΤΩΝ κ.κ. ΜΠΡΙΑΝ ΚΑΙ ΜΑΡΙΓΚΟΒΙΤΣ — [467, 111, 1063, 181]
paragraph: Χθες το απόγευμα εις την οδόν Ιακωβάτων εξετυλίχθη οικογενειακόν δράμα του οποίου θύμα υπήρξεν ο Κοραμηλάς Ευστάθιος. Πρό τριμήνου ο κ. Κοραμηλάς έλαβεν εις γάμον την θυγατέρα ενός γείτονός του. Ευθύς μετά τον γάμον ήρχισαν αι οικογενειακαί διαφοραί μεταξύ των νεονύμφων. — [1176, 835, 1377, 987]
table-cell: Εθνικής 67 — [366, 1955, 433, 1969]
column-header: Επίσημαι — [763, 2045, 858, 2061]
spirits-table — [364, 2167, 564, 2196]
table-row — [763, 2237, 983, 2253]
article-column — [720, 1236, 860, 1527]
headline: ΤΟΥ ΛΑΪΚΟΥ ΚΟΜΜΑΤΟΣ — [140, 591, 334, 608]
paragraph: Ενώπιον του ανακριτού κ. Μαρκουλάκη παρουσιάσθη την χθες ο πρώην υπουργός κ. Μπουφίδης, επί τη βάσει της κατηγορίας της εφαρμογής αναδρομικώς της ποινής του θανάτου, και απελογήθη επί μακρόν. ΤΟ ΚΑΤΗΓΟΡΗΤΗΡΙΟΝ. Το κατηγορητήριον καθ' ών στρέφεται η δίωξις περιλαμβάνει λεπτομερώς τας πράξεις. — [570, 1236, 710, 1509]
article-column — [771, 796, 960, 1041]
table-cell: Κεραμεικ. 3600 — [462, 2074, 556, 2088]
table-heading: Ομολογίαι Αχαιρέφου — [596, 1928, 729, 1941]
article-column — [870, 1236, 1010, 1527]
table-cell: 2.26 — [912, 2253, 983, 2269]
table-row — [570, 2001, 763, 2016]
table-cell: Ιταλία — [763, 2125, 858, 2141]
paragraph: συνθήκη θα διευκολύνη σημαντικώς τας Ελληνοσερβικάς διαπραγματεύσεις αίτινες ελπίζομεν ότι θα οδηγήσουν μετά την επάνοδον του κ. Μαριγκόβιτς εις Βελιγράδιον, εις αίσιον πέρας. Τονίζεται δε ότι την αδιάλλακτον στάσιν των Σέρβων στρατιωτικών κύκλων δεν επηρεάζει η κυβέρνησις. «Μόνη δύναμις μη διακειμένη ευνοϊκώς δεν είναι η Γαλλία» συμπεραίνει το δημοσίευμα. — [570, 318, 759, 545]
table-cell: Αστέρ 505 — [462, 2135, 522, 2149]
table-cell: 300 ΐε. 1920 — [218, 2082, 299, 2096]
article-column — [1020, 1236, 1160, 1527]
center-top — [370, 48, 1160, 658]
table-row — [570, 1943, 763, 1958]
table-cell: 368.75 — [912, 2061, 983, 2077]
subheadline: ΔΙΑΠΕΡΑΤΩΣΙΝ ΣΚΗΝΩΝ ΕΝ ΘΕΣ/ΝΙΚΗ — [126, 846, 348, 877]
